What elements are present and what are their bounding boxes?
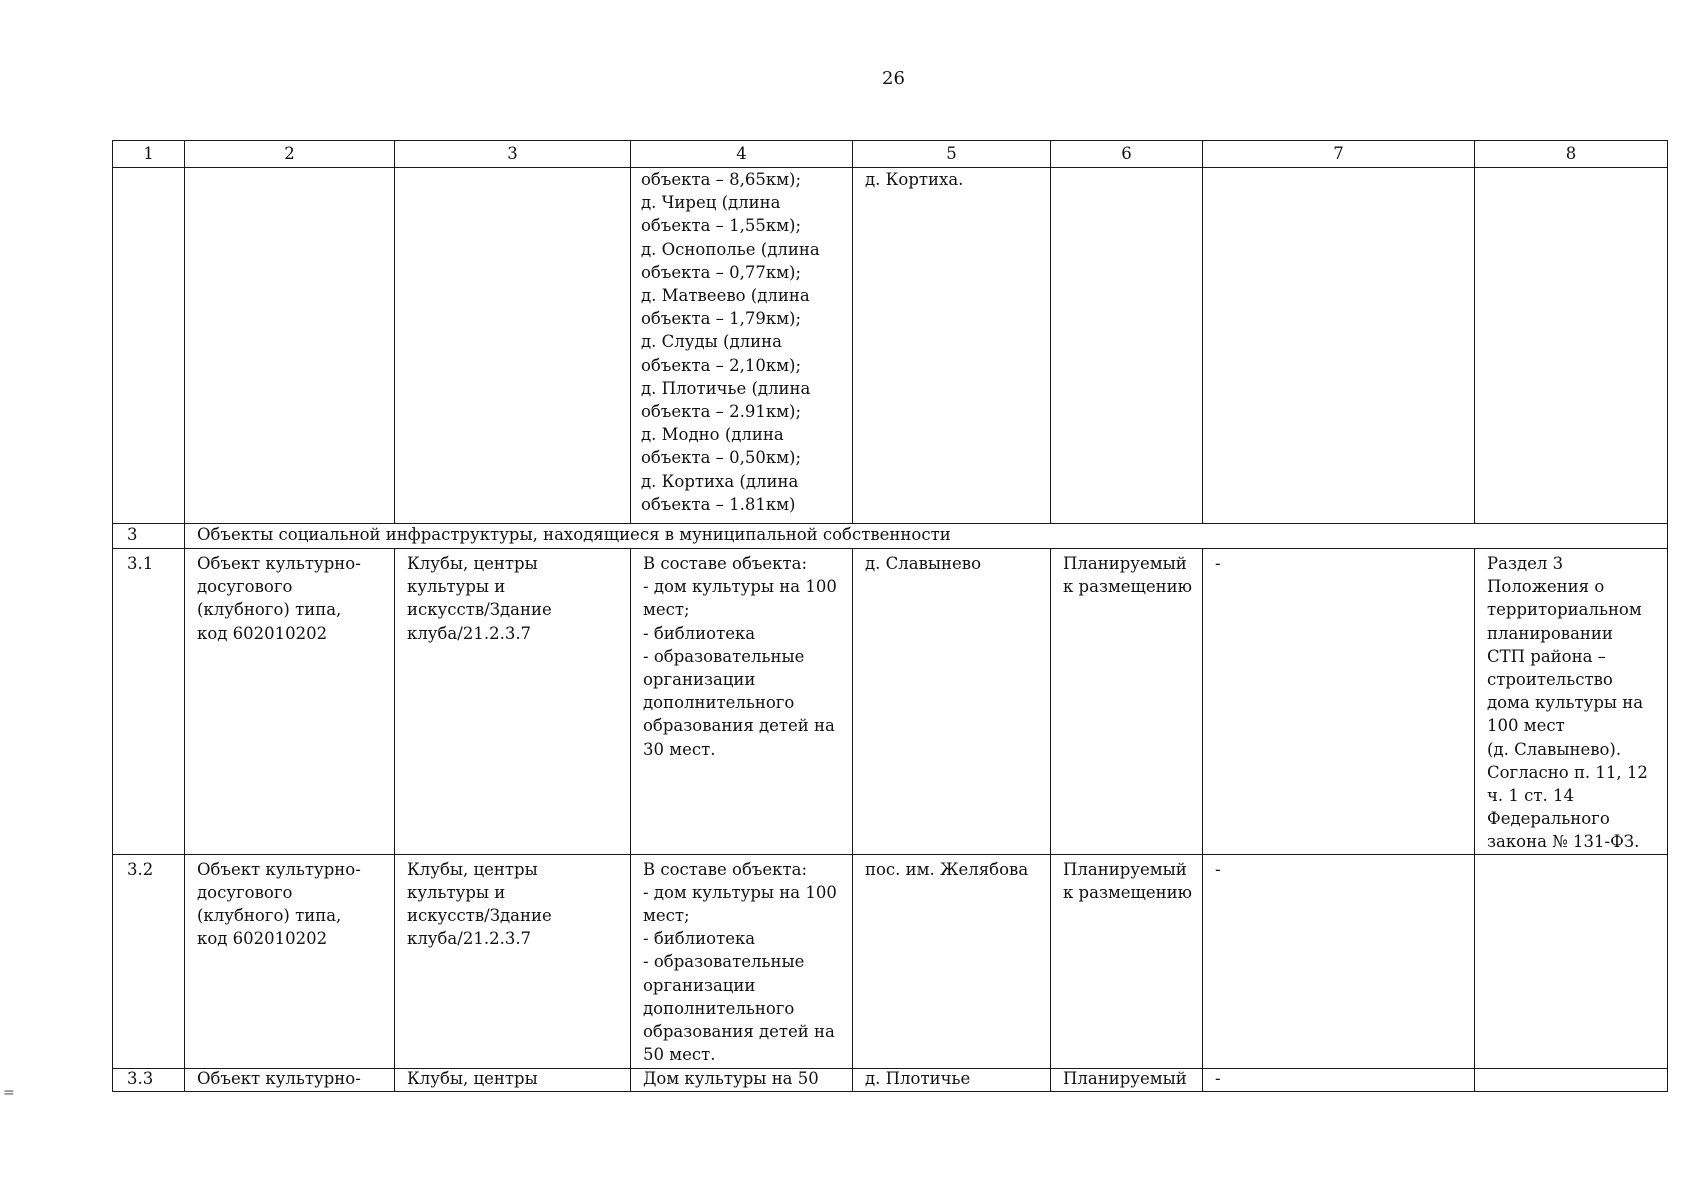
cell-line: ч. 1 ст. 14: [1487, 786, 1574, 806]
cell-lines: [643, 552, 842, 761]
table-cell: [395, 168, 631, 524]
cell-line: закона № 131-ФЗ.: [1487, 832, 1640, 852]
cell-lines: [1063, 858, 1192, 904]
table-row: [113, 1068, 1668, 1091]
cell-line: искусств/Здание: [407, 906, 552, 926]
object-purpose-cell: [395, 549, 631, 855]
cell-line: мест;: [643, 906, 690, 926]
object-composition-cell: [631, 854, 853, 1068]
cell-line: образования детей на: [643, 716, 835, 736]
object-location-cell: д. Плотичье: [853, 1068, 1051, 1091]
object-note-cell: [1475, 854, 1668, 1068]
cell-line: Согласно п. 11, 12: [1487, 762, 1648, 782]
column-header: 7: [1203, 141, 1475, 168]
cell-line: код 602010202: [197, 623, 328, 643]
cell-line: Объект культурно-: [197, 1068, 361, 1088]
cell-line: (клубного) типа,: [197, 600, 342, 620]
cell-line: дополнительного: [643, 998, 795, 1018]
table-row: [113, 549, 1668, 855]
cell-line: - библиотека: [643, 929, 756, 949]
cell-line: В составе объекта:: [643, 859, 808, 879]
table-header-row: [113, 141, 1668, 168]
cell-line: д. Кортиха (длина: [641, 471, 799, 491]
cell-lines: [407, 1069, 620, 1089]
row-number: 3.3: [113, 1068, 185, 1091]
cell-line: Клубы, центры: [407, 859, 538, 879]
cell-line: (клубного) типа,: [197, 906, 342, 926]
section-title: Объекты социальной инфраструктуры, находящиеся в муниципальной собственности: [185, 524, 1668, 549]
cell-line: досугового: [197, 577, 293, 597]
cell-line: Раздел 3: [1487, 554, 1564, 573]
cell-line: Дом культуры на 50: [643, 1068, 819, 1088]
cell-lines: [643, 1069, 842, 1089]
scan-edge-mark: =: [3, 1085, 15, 1101]
cell-lines: [1063, 1069, 1192, 1089]
cell-line: объекта – 1,79км);: [641, 309, 802, 329]
cell-line: клуба/21.2.3.7: [407, 929, 532, 949]
cell-lines: [407, 552, 620, 645]
cell-lines: [643, 858, 842, 1067]
cell-line: - библиотека: [643, 623, 756, 643]
cell-line: культуры и: [407, 577, 506, 597]
cell-line: код 602010202: [197, 929, 328, 949]
table-cell: [1475, 168, 1668, 524]
cell-line: к размещению: [1063, 882, 1193, 902]
cell-lines: [197, 1069, 384, 1089]
cell-line: 30 мест.: [643, 739, 716, 759]
cell-line: объекта – 1,55км);: [641, 216, 802, 236]
cell-line: Планируемый: [1063, 1068, 1187, 1088]
table-row: [113, 854, 1668, 1068]
cell-line: 50 мест.: [643, 1045, 716, 1065]
column-header: 1: [113, 141, 185, 168]
cell-lines: [197, 552, 384, 645]
cell-line: Планируемый: [1063, 554, 1187, 573]
cell-line: (д. Славынево).: [1487, 739, 1622, 759]
column-header: 6: [1051, 141, 1203, 168]
cell-line: объекта – 2.91км);: [641, 402, 802, 422]
row-number: 3.1: [113, 549, 185, 855]
cell-lines: [197, 858, 384, 951]
object-purpose-cell: [395, 854, 631, 1068]
cell-line: Планируемый: [1063, 859, 1187, 879]
cell-lines: [641, 168, 848, 516]
object-purpose-cell: [395, 1068, 631, 1091]
row-number: 3.2: [113, 854, 185, 1068]
cell-line: культуры и: [407, 882, 506, 902]
cell-line: клуба/21.2.3.7: [407, 623, 532, 643]
cell-line: мест;: [643, 600, 690, 620]
cell-line: объекта – 2,10км);: [641, 355, 802, 375]
column-7-cell: -: [1203, 1068, 1475, 1091]
cell-line: строительство: [1487, 670, 1613, 690]
continuation-composition-cell: [631, 168, 853, 524]
object-location-cell: д. Славынево: [853, 549, 1051, 855]
cell-line: организации: [643, 975, 756, 995]
cell-line: объекта – 8,65км);: [641, 170, 802, 189]
cell-line: дома культуры на: [1487, 693, 1644, 713]
cell-line: д. Плотичье (длина: [641, 378, 811, 398]
cell-lines: [1063, 552, 1192, 598]
cell-line: планировании: [1487, 623, 1613, 643]
cell-lines: [407, 858, 620, 951]
cell-line: объекта – 0,77км);: [641, 262, 802, 282]
cell-line: Клубы, центры: [407, 1068, 538, 1088]
column-header: 2: [185, 141, 395, 168]
cell-line: Объект культурно-: [197, 554, 361, 573]
cell-line: 100 мест: [1487, 716, 1565, 736]
continuation-location-cell: д. Кортиха.: [853, 168, 1051, 524]
cell-line: - дом культуры на 100: [643, 577, 837, 597]
object-composition-cell: [631, 549, 853, 855]
cell-line: д. Оснополье (длина: [641, 239, 820, 259]
table-cell: [113, 168, 185, 524]
cell-line: СТП района –: [1487, 646, 1606, 666]
cell-line: Положения о: [1487, 577, 1605, 597]
object-note-cell: [1475, 549, 1668, 855]
table-row-continuation: [113, 168, 1668, 524]
cell-lines: [1487, 552, 1657, 854]
table-cell: [185, 168, 395, 524]
cell-line: дополнительного: [643, 693, 795, 713]
table-cell: [1051, 168, 1203, 524]
object-name-cell: [185, 549, 395, 855]
cell-line: д. Модно (длина: [641, 425, 784, 445]
object-status-cell: [1051, 549, 1203, 855]
column-7-cell: -: [1203, 549, 1475, 855]
section-row: [113, 524, 1668, 549]
cell-line: организации: [643, 670, 756, 690]
page-number: 26: [882, 68, 905, 89]
cell-line: объекта – 0,50км);: [641, 448, 802, 468]
cell-line: Клубы, центры: [407, 554, 538, 573]
object-status-cell: [1051, 854, 1203, 1068]
column-header: 4: [631, 141, 853, 168]
cell-line: - образовательные: [643, 646, 805, 666]
column-header: 8: [1475, 141, 1668, 168]
cell-line: - дом культуры на 100: [643, 882, 837, 902]
object-note-cell: [1475, 1068, 1668, 1091]
cell-line: В составе объекта:: [643, 554, 808, 573]
cell-line: искусств/Здание: [407, 600, 552, 620]
cell-line: д. Слуды (длина: [641, 332, 782, 352]
cell-line: досугового: [197, 882, 293, 902]
object-status-cell: [1051, 1068, 1203, 1091]
cell-line: Объект культурно-: [197, 859, 361, 879]
column-header: 5: [853, 141, 1051, 168]
column-header: 3: [395, 141, 631, 168]
column-7-cell: -: [1203, 854, 1475, 1068]
cell-line: к размещению: [1063, 577, 1193, 597]
object-name-cell: [185, 1068, 395, 1091]
object-composition-cell: [631, 1068, 853, 1091]
object-location-cell: пос. им. Желябова: [853, 854, 1051, 1068]
cell-line: д. Матвеево (длина: [641, 286, 810, 306]
object-name-cell: [185, 854, 395, 1068]
cell-line: - образовательные: [643, 952, 805, 972]
section-number: 3: [113, 524, 185, 549]
cell-line: объекта – 1.81км): [641, 494, 796, 514]
table-cell: [1203, 168, 1475, 524]
cell-line: образования детей на: [643, 1022, 835, 1042]
cell-line: территориальном: [1487, 600, 1642, 620]
cell-line: д. Чирец (длина: [641, 193, 781, 213]
infrastructure-table: [112, 140, 1668, 1092]
cell-line: Федерального: [1487, 809, 1610, 829]
